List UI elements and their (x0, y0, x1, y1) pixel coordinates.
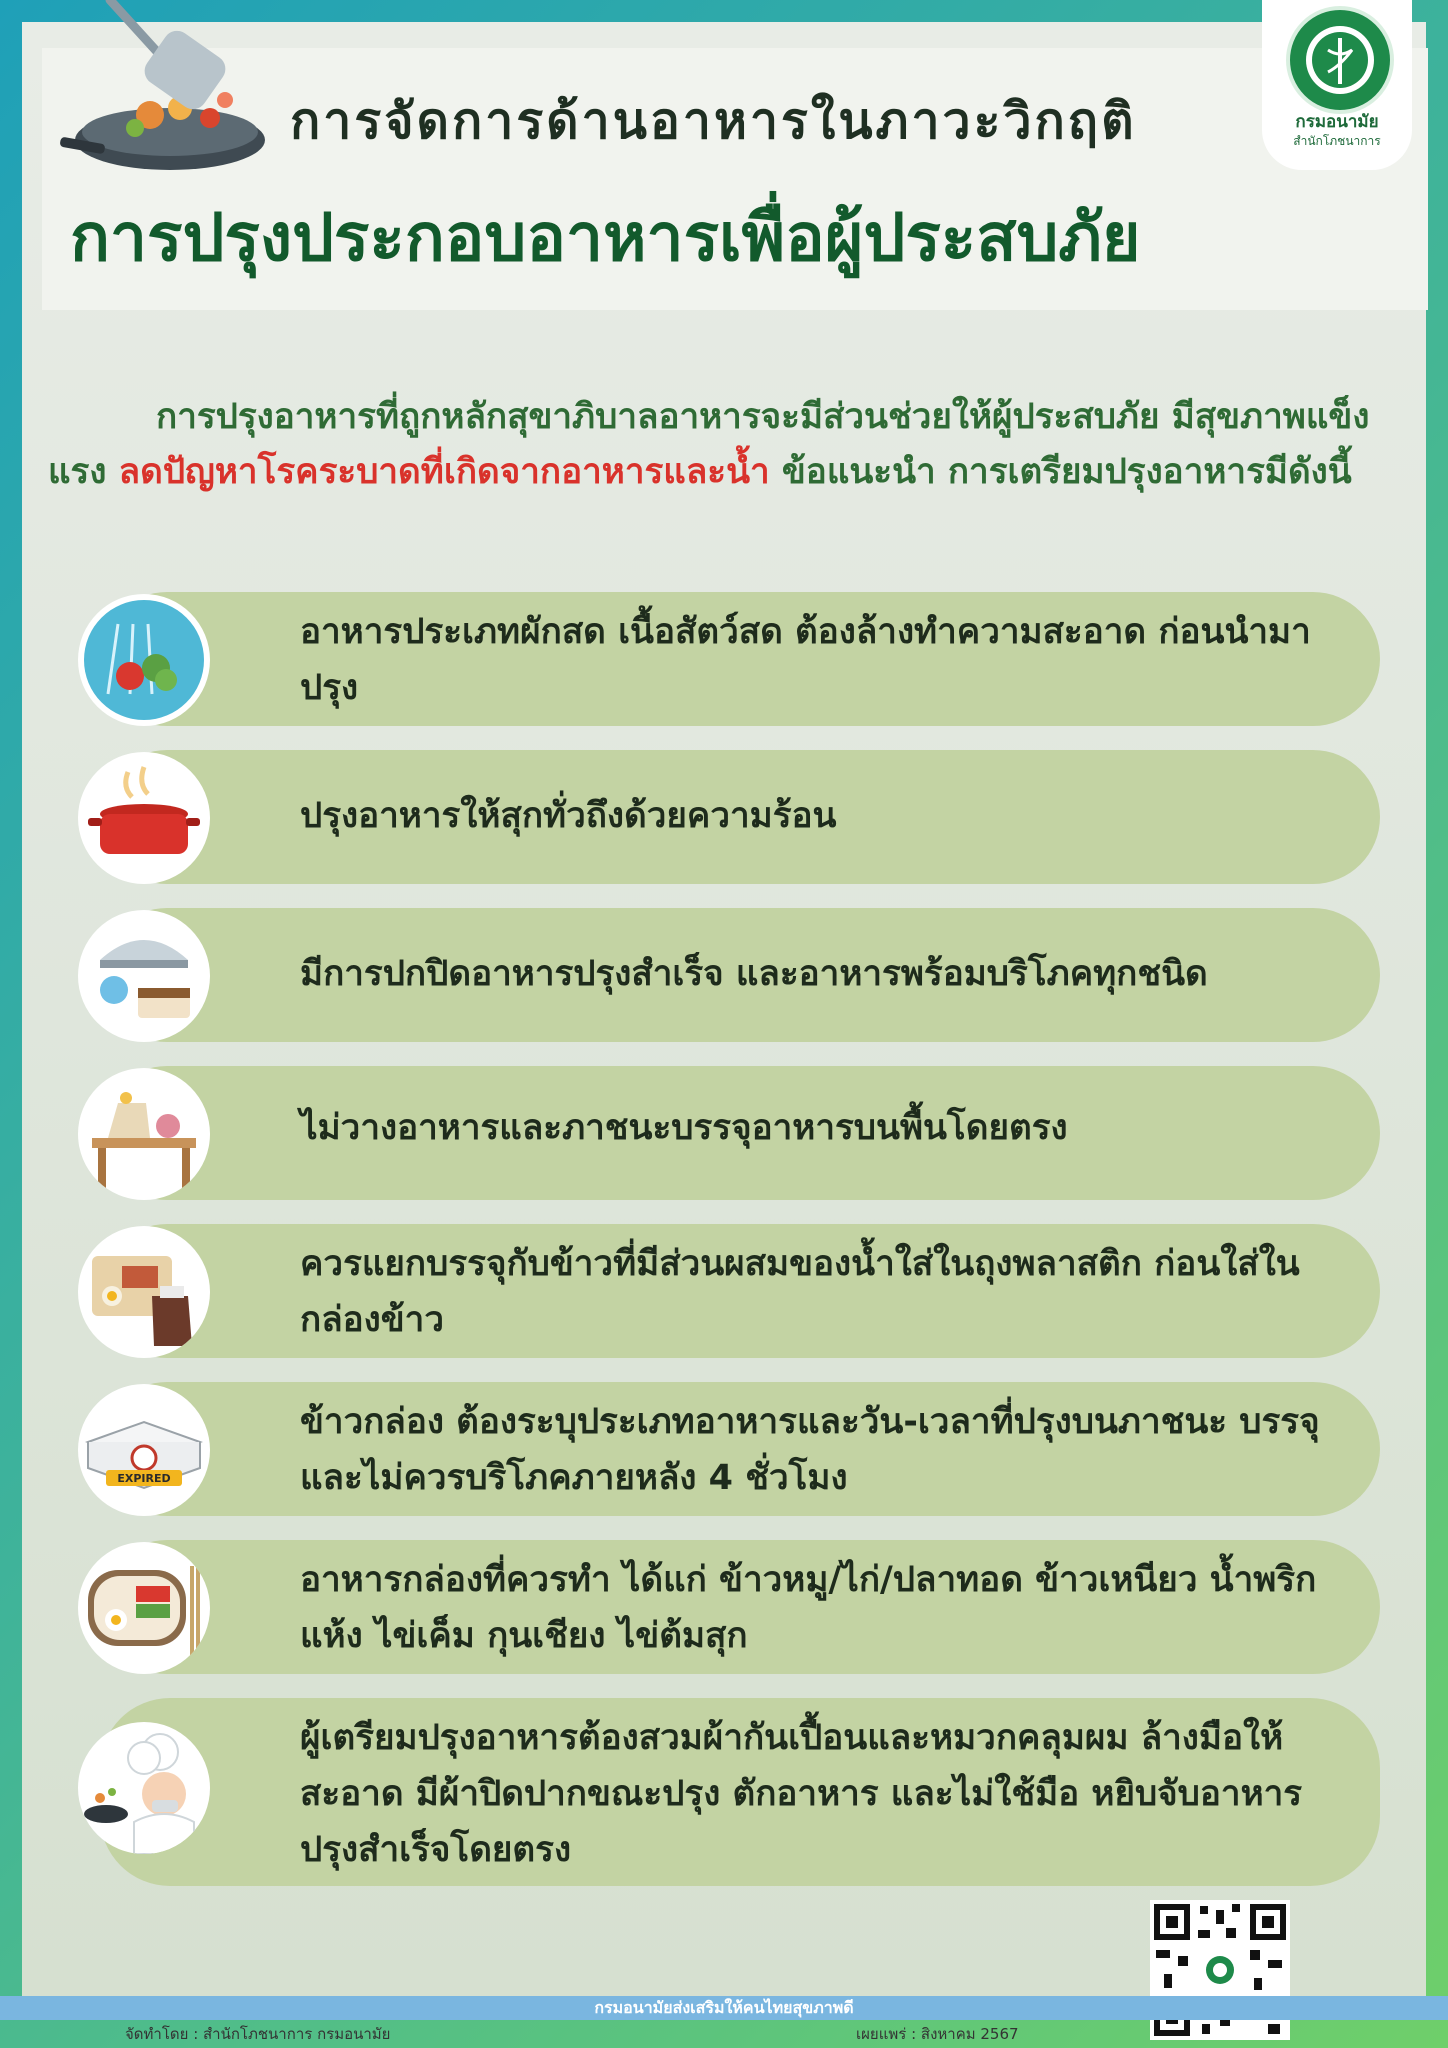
item-text: มีการปกปิดอาหารปรุงสำเร็จ และอาหารพร้อมบริโภคทุกชนิด (300, 954, 1208, 994)
item-text: ผู้เตรียมปรุงอาหารต้องสวมผ้ากันเปื้อนและหมวกคลุมผม ล้างมือให้สะอาด มีผ้าปิดปากขณะปรุง ตักอาหาร และไม่ใช้มือ หยิบจับอาหารปรุงสำเร็จโดยตรง (300, 1718, 1303, 1870)
covered-food-icon (78, 910, 210, 1042)
item-text: ปรุงอาหารให้สุกทั่วถึงด้วยความร้อน (300, 796, 837, 836)
item-text: อาหารกล่องที่ควรทำ ได้แก่ ข้าวหมู/ไก่/ปลาทอด ข้าวเหนียว น้ำพริกแห้ง ไข่เค็ม กุนเชียง ไข่ต้มสุก (300, 1560, 1317, 1656)
intro-highlight: ลดปัญหาโรคระบาดที่เกิดจากอาหารและน้ำ (118, 452, 770, 492)
expired-box-icon (78, 1384, 210, 1516)
intro-part2: ข้อแนะนำ การเตรียมปรุงอาหารมีดังนี้ (769, 452, 1352, 492)
list-item (100, 1382, 1380, 1516)
item-text: ไม่วางอาหารและภาชนะบรรจุอาหารบนพื้นโดยตรง (300, 1108, 1068, 1148)
cooking-pot-icon (78, 752, 210, 884)
frying-pan-icon (40, 0, 290, 200)
list-item (100, 750, 1380, 884)
item-text: ข้าวกล่อง ต้องระบุประเภทอาหารและวัน-เวลาที่ปรุงบนภาชนะ บรรจุ และไม่ควรบริโภคภายหลัง 4 ชั่วโมง (300, 1402, 1320, 1498)
washing-vegetables-icon (78, 594, 210, 726)
list-item (100, 1066, 1380, 1200)
footer-producer: จัดทำโดย : สำนักโภชนาการ กรมอนามัย (125, 2025, 391, 2043)
logo-subname: สำนักโภชนาการ (1293, 134, 1381, 148)
title-main: การปรุงประกอบอาหารเพื่อผู้ประสบภัย (70, 199, 1141, 276)
expired-label: EXPIRED (117, 1472, 171, 1485)
list-item (100, 1698, 1380, 1886)
food-on-table-icon (78, 1068, 210, 1200)
chef-icon (78, 1722, 210, 1854)
ministry-logo (1262, 0, 1412, 170)
lunch-box-bags-icon (78, 1226, 210, 1358)
intro-paragraph (48, 390, 1398, 500)
logo-name: กรมอนามัย (1295, 112, 1379, 132)
list-item (100, 592, 1380, 726)
seal-icon (1286, 6, 1394, 114)
item-text: อาหารประเภทผักสด เนื้อสัตว์สด ต้องล้างทำความสะอาด ก่อนนำมาปรุง (300, 612, 1311, 708)
list-item (100, 1224, 1380, 1358)
footer-slogan: กรมอนามัยส่งเสริมให้คนไทยสุขภาพดี (594, 1998, 854, 2017)
item-text: ควรแยกบรรจุกับข้าวที่มีส่วนผสมของน้ำใส่ในถุงพลาสติก ก่อนใส่ในกล่องข้าว (300, 1244, 1300, 1340)
list-item (100, 908, 1380, 1042)
list-item (100, 1540, 1380, 1674)
title-top: การจัดการด้านอาหารในภาวะวิกฤติ (290, 92, 1137, 150)
intro-part1: การปรุงอาหารที่ถูกหลักสุขาภิบาลอาหารจะมีส่วนช่วยให้ผู้ประสบภัย มีสุขภาพแข็งแรง (48, 397, 1370, 492)
bento-box-icon (78, 1542, 210, 1674)
footer-publish-date: เผยแพร่ : สิงหาคม 2567 (856, 2025, 1019, 2043)
